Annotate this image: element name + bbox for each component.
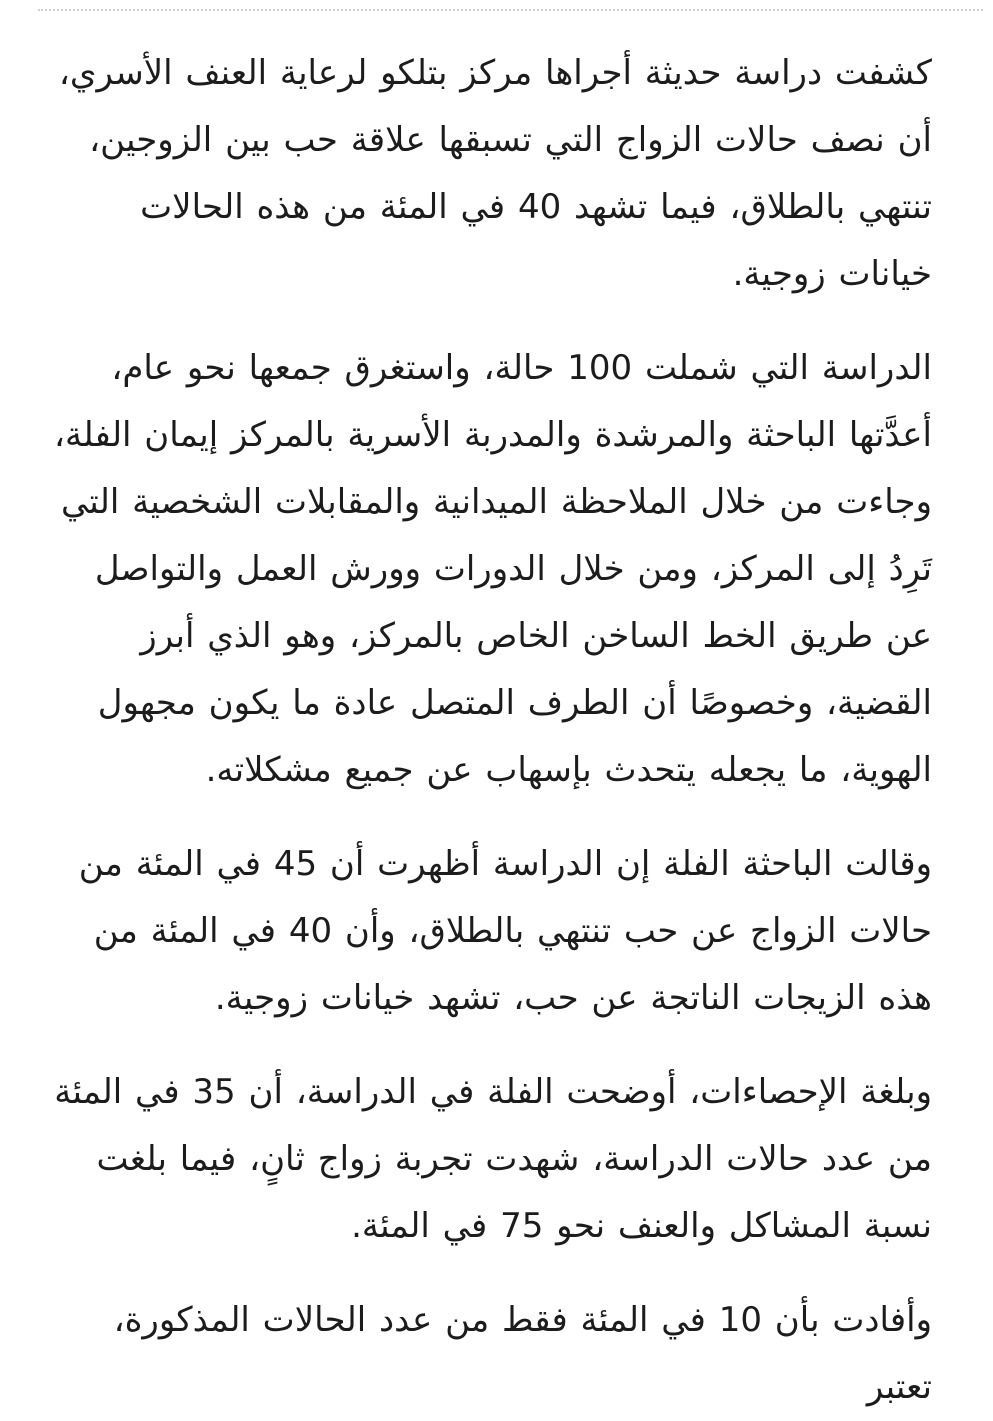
- paragraph-4: وبلغة الإحصاءات، أوضحت الفلة في الدراسة، أن 35 في المئة من عدد حالات الدراسة، شهدت تجربة زواج ثانٍ، فيما بلغت نسبة المشاكل والعنف نحو 75 في المئة.: [54, 1072, 932, 1246]
- paragraph-1: كشفت دراسة حديثة أجراها مركز بتلكو لرعاية العنف الأسري، أن نصف حالات الزواج التي تسبقها علاقة حب بين الزوجين، تنتهي بالطلاق، فيما تشهد 40 في المئة من هذه الحالات خيانات زوجية.: [58, 53, 932, 294]
- top-divider: [38, 9, 983, 11]
- paragraph-3: وقالت الباحثة الفلة إن الدراسة أظهرت أن 45 في المئة من حالات الزواج عن حب تنتهي بالطلاق، وأن 40 في المئة من هذه الزيجات الناتجة عن حب، تشهد خيانات زوجية.: [78, 844, 932, 1018]
- paragraph-5: وأفادت بأن 10 في المئة فقط من عدد الحالات المذكورة، تعتبر: [113, 1300, 932, 1407]
- article-body: [52, 40, 932, 1421]
- paragraph-2: الدراسة التي شملت 100 حالة، واستغرق جمعها نحو عام، أعدَّتها الباحثة والمرشدة والمدربة الأسرية بالمركز إيمان الفلة، وجاءت من خلال الملاحظة الميدانية والمقابلات الشخصية التي تَرِدُ إلى المركز، ومن خلال الدورات وورش العمل والتواصل عن طريق الخط الساخن الخاص بالمركز، وهو الذي أبرز القضية، وخصوصًا أن الطرف المتصل عادة ما يكون مجهول الهوية، ما يجعله يتحدث بإسهاب عن جميع مشكلاته.: [54, 348, 932, 790]
